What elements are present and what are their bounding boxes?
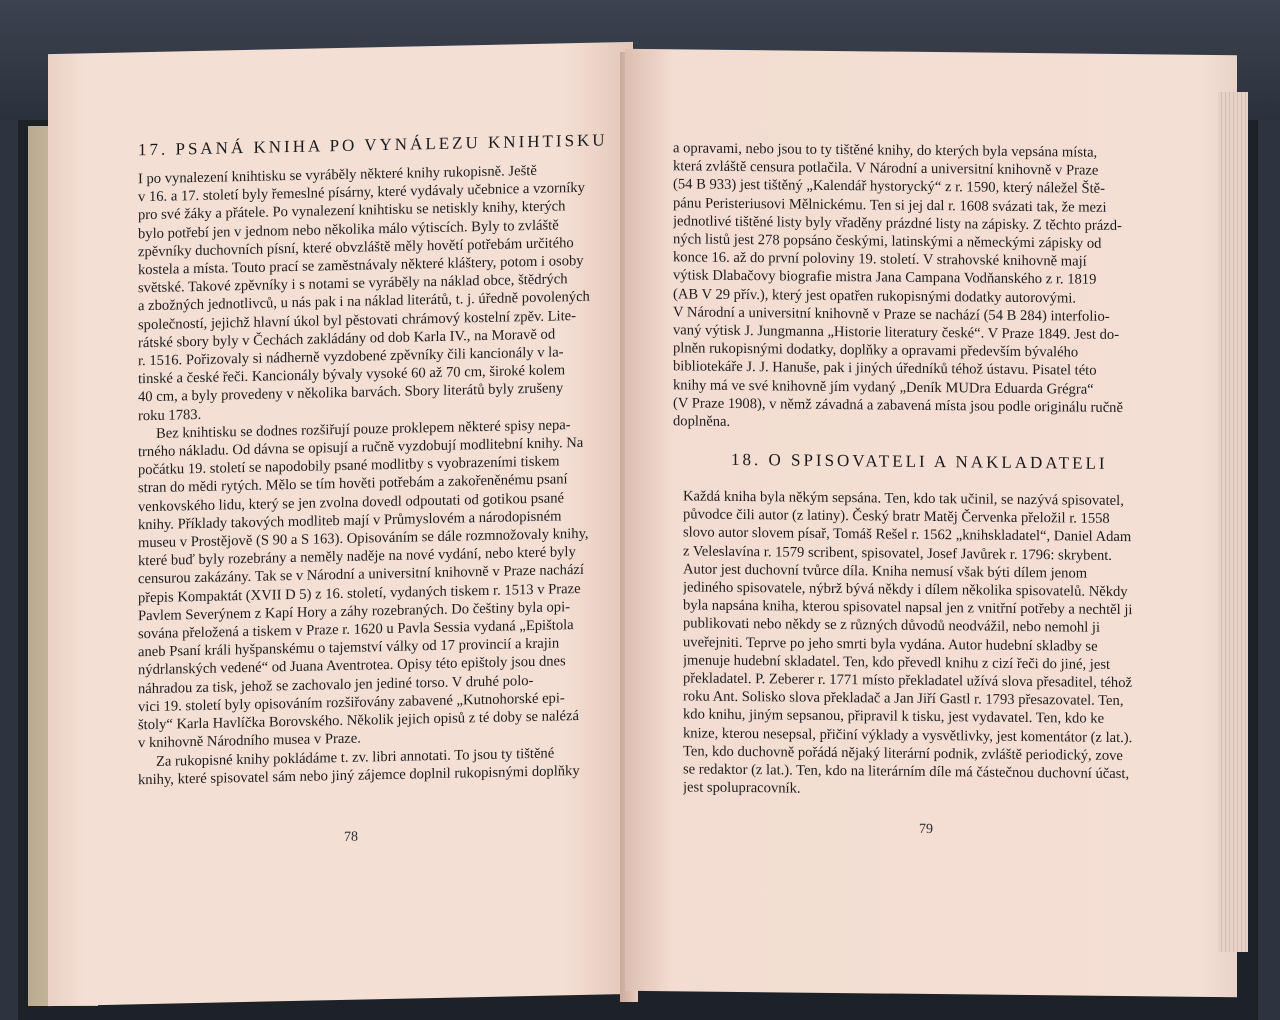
text-line: nýdrlanských vedené“ od Juana Aventrotea. Opisy této epištoly jsou dnes bbox=[138, 653, 566, 679]
text-line: byla napsána kniha, kterou spisovatel napsal jen z vnitřní potřeby a nechtěl ji bbox=[683, 597, 1133, 619]
text-line: kostela a místa. Touto prací se zaměstnávaly některé kláštery, potom i osoby bbox=[138, 252, 584, 279]
text-line: Každá kniha byla někým sepsána. Ten, kdo tak učinil, se nazývá spisovatel, bbox=[683, 488, 1124, 510]
text-line: které buď byly rozebrány a neměly naděje na nové vydání, nebo které byly bbox=[138, 544, 576, 570]
text-line: kdo knihu, jiným sepsanou, připravil k tisku, jest vydavatel. Ten, kdo ke bbox=[683, 706, 1105, 728]
right-page-text-top bbox=[673, 139, 1187, 436]
right-page bbox=[625, 49, 1237, 997]
chapter-heading: 18. O SPISOVATELI A NAKLADATELI bbox=[731, 449, 1108, 473]
text-line: z Veleslavína r. 1579 scribent, spisovatel, Josef Javůrek r. 1796: skrybent. bbox=[683, 543, 1112, 564]
text-line: plněn rukopisnými dodatky, doplňky a opravami především bývalého bbox=[673, 340, 1079, 361]
text-line: pánu Peristeriusovi Mělnickému. Ten si jej dal r. 1608 svázati tak, že mezi bbox=[673, 194, 1107, 216]
text-line: knize, kterou nesepsal, přičiní výklady a vysvětlivky, jest komentátor (z lat.). bbox=[683, 725, 1133, 746]
text-line: jediného spisovatele, nýbrž bývá někdy i dílem několika spisovatelů. Někdy bbox=[683, 579, 1128, 601]
text-line: překladatel. P. Zeberer r. 1771 místo překladatel užívá slova přesaditel, téhož bbox=[683, 670, 1133, 692]
text-line: štoly“ Karla Havlíčka Borovského. Několik jejich opisů z té doby se nalézá bbox=[138, 708, 579, 734]
text-line: původce čili autor (z latiny). Český bratr Matěj Červenka přeložil r. 1558 bbox=[683, 506, 1110, 528]
text-line: knihy má ve své knihovně jím vydaný „Deník MUDra Eduarda Grégra“ bbox=[673, 376, 1094, 398]
text-line: rátské sbory byly v Čechách zakládány od dob Karla IV., na Moravě od bbox=[138, 326, 556, 352]
text-line: roku 1783. bbox=[138, 406, 202, 424]
text-line: v 16. a 17. století byly řemeslné písárny, které vydávaly učebnice a vzorníky bbox=[138, 180, 585, 206]
text-line: Pavlem Severýnem z Kapí Hory a záhy rozebraných. Do češtiny byla opi- bbox=[138, 599, 570, 625]
text-line: roku Ant. Solisko slova překladač a Jan Jiří Gastl r. 1793 přesazovatel. Ten, bbox=[683, 688, 1124, 710]
text-line: výtisk Dlabačovy biografie mistra Jana Campana Vodňanského z r. 1819 bbox=[673, 267, 1097, 289]
left-page-text bbox=[138, 161, 600, 790]
text-line: počátku 19. století se napodobily psané modlitby s vyobrazeními tiskem bbox=[138, 453, 560, 479]
text-line: (54 B 933) jest tištěný „Kalendář hystorycký“ z r. 1590, který náležel Ště- bbox=[673, 176, 1106, 198]
page-number: 78 bbox=[344, 829, 358, 845]
text-line: zpěvníky duchovních písní, které obvzláště měly hovětí potřebám určitého bbox=[138, 234, 574, 261]
text-line: vaný výtisk J. Jungmanna „Historie literatury české“. V Praze 1849. Jest do- bbox=[673, 322, 1120, 344]
text-line: která zvláště censura potlačila. V Národní a universitní knihovně v Praze bbox=[673, 158, 1099, 179]
text-line: Autor jest duchovní tvůrce díla. Kniha nemusí však býti dílem jenom bbox=[683, 561, 1088, 582]
text-line: V Národní a universitní knihovně v Praze se nachází (54 B 284) interfolio- bbox=[673, 304, 1110, 325]
text-line: uveřejniti. Teprve po jeho smrti byla vydána. Autor hudební skladby se bbox=[683, 634, 1098, 655]
text-line: se redaktor (z lat.). Ten, kdo na literárním díle má částečnou duchovní účast, bbox=[683, 761, 1130, 783]
chapter-heading: 17. PSANÁ KNIHA PO VYNÁLEZU KNIHTISKU bbox=[138, 130, 608, 160]
text-line: v knihovně Národního musea v Praze. bbox=[138, 730, 361, 752]
text-line: jednotlivé tištěné listy byly vřaděny prázdné listy na zápisky. Z těchto prázd- bbox=[673, 213, 1122, 234]
text-line: jest spolupracovník. bbox=[683, 779, 801, 797]
right-page-text-bottom bbox=[683, 487, 1189, 802]
text-line: knihy. Příklady takových modliteb mají v Průmyslovém a národopisném bbox=[138, 508, 562, 534]
text-line: náhradou za tisk, jehož se zachovalo jen jediné torso. V druhé polo- bbox=[138, 672, 534, 697]
text-line: museu v Prostějově (S 90 a S 163). Opisováním se dále rozmnožovaly knihy, bbox=[138, 525, 589, 552]
text-line: a zbožných jednotlivců, u nás pak i na náklad literátů, t. j. úředně povolených bbox=[138, 289, 590, 315]
text-line: doplněna. bbox=[673, 413, 731, 430]
text-line: (V Praze 1908), v němž závadná a zabavená místa jsou podle originálu ručně bbox=[673, 395, 1123, 416]
text-line: r. 1516. Pořizovaly si nádherně vyzdobené zpěvníky čili kancionály v la- bbox=[138, 344, 564, 370]
text-line: I po vynalezení knihtisku se vyráběly některé knihy rukopisně. Ještě bbox=[138, 162, 537, 188]
text-line: slovo autor slovem písař, Tomáš Rešel r. 1562 „knihskladatel“, Daniel Adam bbox=[683, 524, 1132, 546]
text-line: ných listů jest 278 popsáno českými, latinskými a německými zápisky od bbox=[673, 231, 1102, 252]
text-line: jmenuje hudební skladatel. Ten, kdo převedl knihu z cizí řeči do jiné, jest bbox=[683, 652, 1111, 673]
text-line: světské. Takové zpěvníky i s notami se vyráběly na náklad obce, štědrých bbox=[138, 271, 568, 297]
page-number: 79 bbox=[919, 821, 933, 838]
text-line: konce 16. až do první poloviny 19. století. V strahovské knihovně mají bbox=[673, 249, 1087, 270]
text-line: censurou zakázány. Tak se v Národní a universitní knihovně v Praze nachází bbox=[138, 562, 584, 588]
text-line: přepis Kompaktát (XVII D 5) z 16. století, vydaných tiskem r. 1513 v Praze bbox=[138, 580, 581, 606]
text-line: knihy, které spisovatel sám nebo jiný zájemce doplnil rukopisnými doplňky bbox=[138, 762, 580, 788]
text-line: sována přeložená a tiskem v Praze r. 1620 u Pavla Sessia vydaná „Epištola bbox=[138, 617, 574, 643]
text-line: publikovati nebo někdy se z různých důvodů neodvážil, nebo nemohl ji bbox=[683, 615, 1101, 637]
text-line: stran do mědi rytých. Mělo se tím hověti potřebám a zakořeněnému psaní bbox=[138, 471, 568, 497]
text-line: Ten, kdo duchovně pořádá nějaký literární podnik, zvláště periodický, zove bbox=[683, 743, 1123, 764]
text-line: a opravami, nebo jsou to ty tištěné knihy, do kterých byla vepsána místa, bbox=[673, 140, 1098, 161]
text-line: tinské a české řeči. Kancionály bývaly vysoké 60 až 70 cm, široké kolem bbox=[138, 362, 566, 388]
text-line: pro své žáky a přátele. Po vynalezení knihtisku se netiskly knihy, kterých bbox=[138, 198, 566, 224]
text-line: vici 19. století byly opisováním rozšiřovány zabavené „Kutnohorské epi- bbox=[138, 690, 565, 716]
left-page bbox=[48, 42, 633, 1006]
text-line: aneb Psaní králi hyšpanskému o tajemství války od 17 provincií a krajin bbox=[138, 635, 560, 661]
text-line: Bez knihtisku se dodnes rozšiřují pouze proklepem některé spisy nepa- bbox=[156, 417, 571, 442]
text-line: (AB V 29 přív.), který jest opatřen rukopisnými dodatky autorovými. bbox=[673, 285, 1077, 307]
page-edges bbox=[1218, 92, 1248, 952]
text-line: společností, jejichž hlavní úkol byl pěstovati chrámový kostelní zpěv. Lite- bbox=[138, 307, 576, 333]
text-line: bylo potřebí jen v jednom nebo několika málo výtiscích. Byly to zvláště bbox=[138, 217, 559, 242]
text-line: 40 cm, a byly provedeny v několika barvách. Sbory literátů byly zrušeny bbox=[138, 380, 564, 406]
text-line: trného nákladu. Od dávna se opisují a ručně vyzdobují modlitební knihy. Na bbox=[138, 434, 584, 461]
text-line: venkovského lidu, který se jen zvolna dovedl odpoutati od gotikou psané bbox=[138, 489, 564, 515]
text-line: Za rukopisné knihy pokládáme t. zv. libri annotati. To jsou ty tištěné bbox=[156, 745, 555, 770]
text-line: bibliotekáře J. J. Hanuše, pak i jiných úředníků téhož ústavu. Pisatel této bbox=[673, 358, 1097, 380]
